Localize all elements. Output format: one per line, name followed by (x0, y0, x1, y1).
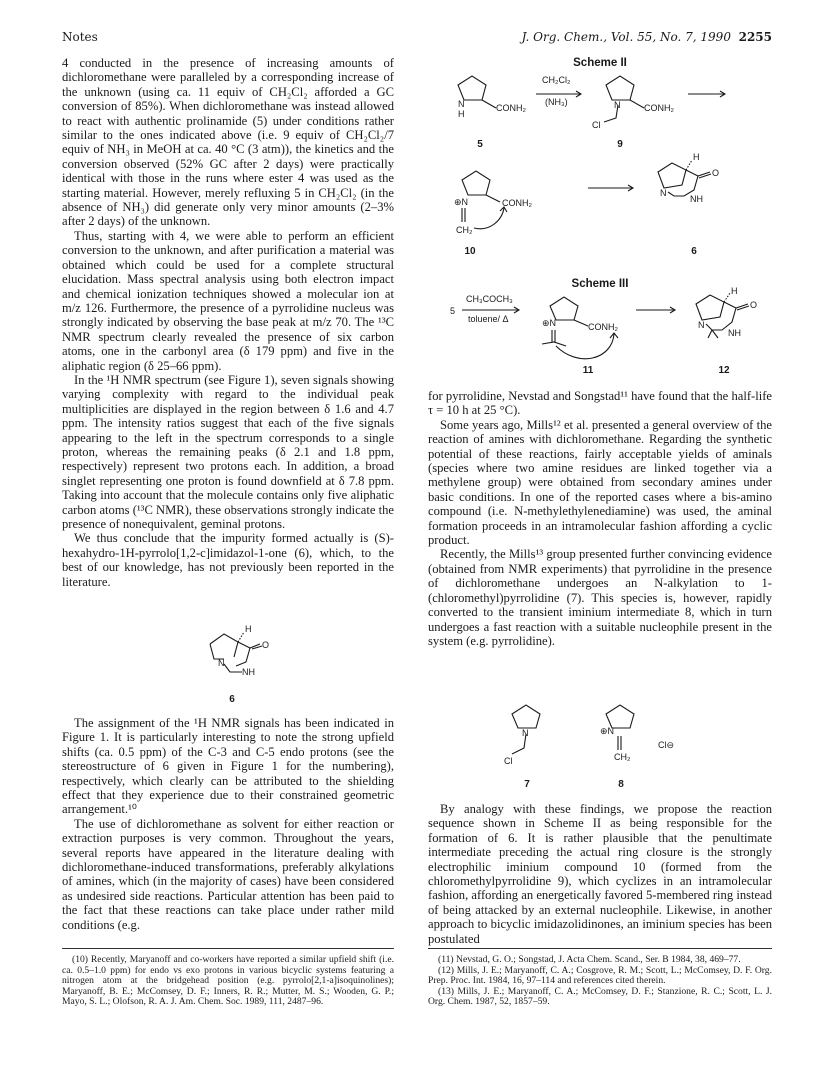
paragraph: We thus conclude that the impurity formed actually is (S)-hexahydro-1H-pyrrolo[1,2-c]imidazol-1-one (6), which, to the best of our knowledge, has not previously been reported in the literature. (62, 531, 394, 589)
atom-conh2: CONH₂ (496, 103, 526, 113)
atom-nplus: ⊕N (454, 197, 469, 207)
reagent-ch2cl2: CH₂Cl₂ (542, 75, 571, 85)
left-column-text (62, 56, 394, 589)
footnotes-left (62, 955, 394, 1008)
atom-conh2: CONH₂ (502, 198, 532, 208)
paragraph: The assignment of the ¹H NMR signals has been indicated in Figure 1. It is particularly interesting to note the strong upfield shifts (ca. 0.5 ppm) of the C-3 and C-5 endo protons (see the stereostructure of 6 given in Figure 1 for the numbering), respectively, which clearly can be attributed to the shielding effect that they experience due to their constrained geometric arrangement.¹⁰ (62, 716, 394, 817)
paragraph: for pyrrolidine, Nevstad and Songstad¹¹ have found that the half-life τ = 10 h at 25 °C). (428, 389, 772, 418)
atom-h: H (731, 286, 738, 296)
footnote-rule (428, 948, 772, 949)
running-head-journal (510, 30, 772, 44)
atom-n: N (698, 320, 705, 330)
atom-n: N (458, 99, 465, 109)
footnote: (12) Mills, J. E.; Maryanoff, C. A.; Cosgrove, R. M.; Scott, L.; McComsey, D. F. Org. Prep. Proc. Int. 1984, 16, 97–114 and references cited therein. (428, 964, 772, 987)
reagent-acetone: CH₃COCH₃ (466, 294, 513, 304)
compound-7-label: 7 (524, 779, 530, 790)
right-column-text (428, 389, 772, 648)
reagent-toluene: toluene/ Δ (468, 314, 509, 324)
paragraph: By analogy with these findings, we propose the reaction sequence shown in Scheme II as being responsible for the formation of 6. It is rather plausible that the penultimate intermediate preceding the actual ring closure is the strongly electrophilic iminium compound 10 (formed from the chloromethylpyrrolidine 9), which cyclizes in an intramolecular fashion, affording an energetically favored 5-membered ring instead of being attacked by an external nucleophile. Likewise, in another approach to bicyclic imidazolidinones, an iminium species has been postulated (428, 802, 772, 946)
footnote-rule (62, 948, 394, 949)
paragraph: The use of dichloromethane as solvent for either reaction or extraction purposes is very common. Throughout the years, several reports have appeared in the literature dealing with dichloromethane-induced transformations, preferably alkylations of amines, which (in the majority of cases) have been considered as undesired side reactions. Particular attention has been paid to the fact that these reactions can take place under rather mild conditions (e.g. (62, 816, 394, 932)
scheme-3-graphic (428, 286, 772, 370)
left-column-text-2 (62, 716, 394, 932)
atom-cl: Cl (592, 120, 601, 130)
compound-8-label: 8 (618, 779, 624, 790)
start-compound: 5 (450, 306, 456, 316)
atom-o: O (712, 168, 720, 178)
page-number: 2255 (738, 30, 772, 44)
right-column-text-2 (428, 802, 772, 946)
footnotes-right (428, 955, 772, 1008)
atom-nh: NH (690, 194, 703, 204)
paragraph: 4 conducted in the presence of increasing amounts of dichloromethane were paralleled by a corresponding increase of the unknown (using ca. 11 equiv of CH₂Cl₂ afforded a GC conversion of 85%). When dichloromethane was instead allowed to react with authentic prolinamide (5) under conditions rather similar to the ones indicated above (i.e. 9 equiv of CH₂Cl₂/7 equiv of NH₃ in MeOH at ca. 40 °C (3 atm)), the kinetics and the conversion observed (52% GC after 2 days) were practically identical with those in the runs where ester 4 was used as the starting material. However, merely refluxing 5 in CH₂Cl₂ (in the absence of NH₃) did generate only very minor amounts (2–3% after 2 days) of the unknown. (62, 56, 394, 229)
atom-n: N (522, 728, 529, 738)
atom-n: N (660, 188, 667, 198)
paragraph: In the ¹H NMR spectrum (see Figure 1), seven signals showing varying complexity with regard to the individual peak multiplicities are displayed in the region between δ 1.6 and 4.7 ppm. The intensity ratios suggest that each of the five signals appearing to the left in the spectrum corresponds to a single proton, whereas the remaining peaks (δ 2.1 and 1.8 ppm, respectively) represent two protons each. In addition, a broad singlet representing one proton is found downfield at δ 7.8 ppm. Taking into account that the molecule contains only five aliphatic carbon atoms (¹³C NMR), these observations strongly indicate the presence of nonequivalent, geminal protons. (62, 372, 394, 531)
compound-6-label-scheme: 6 (691, 246, 697, 257)
footnote: (10) Recently, Maryanoff and co-workers have reported a similar upfield shift (i.e. ca. 0.5–1.0 ppm) for endo vs exo protons in various bicyclic systems featuring a nitrogen atom at the bridgehead position (e.g. pyrrolo[2,1-a]isoquinolines); Maryanoff, B. E.; McComsey, D. F.; Inners, R. R.; Mutter, M. S.; Wooden, G. P.; Mayo, S. L.; Olofson, R. A. J. Am. Chem. Soc. 1989, 111, 2487–96. (62, 954, 394, 1008)
atom-cl: Cl (504, 756, 513, 766)
atom-o: O (262, 640, 270, 650)
scheme-2-graphic (428, 70, 772, 260)
running-head-section: Notes (62, 30, 98, 44)
paragraph: Thus, starting with 4, we were able to perform an efficient conversion to the unknown, and after purification a material was obtained which could be used for a complete structural elucidation. Mass spectral analysis using both electron impact and chemical ionization techniques showed a molecular ion at m/z 126. Furthermore, the presence of a pyrrolidine nucleus was strongly indicated by observing the base peak at m/z 70. The ¹³C NMR spectrum clearly revealed the presence of six carbon atoms, one in the carbonyl area (δ 179 ppm) and five in the aliphatic region (δ 25–66 ppm). (62, 228, 394, 373)
atom-nh: NH (728, 328, 741, 338)
atom-nh: NH (242, 667, 255, 677)
reagent-nh3: (NH₃) (545, 97, 568, 107)
footnote: (13) Mills, J. E.; Maryanoff, C. A.; McComsey, D. F.; Stanzione, R. C.; Scott, L. J. Org. Chem. 1987, 52, 1857–59. (428, 985, 772, 1008)
scheme-2-title: Scheme II (573, 57, 627, 69)
compound-10-label: 10 (464, 246, 476, 257)
atom-h: H (245, 624, 252, 634)
atom-n: N (218, 658, 225, 668)
atom-h: H (693, 152, 700, 162)
compound-9-label: 9 (617, 139, 623, 150)
paragraph: Recently, the Mills¹³ group presented further convincing evidence (obtained from NMR experiments) that pyrrolidine in the presence of dichloromethane undergoes an N-alkylation to 1-(chloromethyl)pyrrolidine (7). This species is, however, rapidly converted to the transient iminium intermediate 8, which in turn undergoes a fast reaction with a suitable nucleophile present in the system (e.g. pyrrolidine). (428, 547, 772, 648)
atom-conh2: CONH₂ (644, 103, 674, 113)
atom-conh2: CONH₂ (588, 322, 618, 332)
scheme-3-title: Scheme III (571, 278, 629, 290)
compound-11-label: 11 (582, 365, 594, 376)
atom-nplus: ⊕N (542, 318, 557, 328)
paragraph: Some years ago, Mills¹² et al. presented a general overview of the reaction of amines with dichloromethane. Regarding the synthetic potential of these reactions, fairly acceptable yields of aminals (species where two amine residues are linked together via a methylene group) were obtained from secondary amines under basic conditions. In one of the reported cases where a bis-amino compound (i.e. N-methylethylenediamine) was used, the aminal formation proceeds in an intramolecular fashion affording a cyclic product. (428, 417, 772, 548)
journal-citation: J. Org. Chem., Vol. 55, No. 7, 1990 (521, 30, 731, 44)
compound-5-label: 5 (477, 139, 483, 150)
atom-h: H (458, 109, 465, 119)
atom-ch2: CH₂ (614, 752, 631, 762)
chloride-ion: Cl⊖ (658, 740, 675, 750)
atom-n: N (614, 100, 621, 110)
compound-12-label: 12 (718, 365, 730, 376)
footnote: (11) Nevstad, G. O.; Songstad, J. Acta Chem. Scand., Ser. B 1984, 38, 469–77. (438, 954, 741, 965)
compound-6-label: 6 (229, 694, 235, 705)
structure-6 (190, 622, 280, 692)
atom-nplus: ⊕N (600, 726, 615, 736)
atom-o: O (750, 300, 758, 310)
atom-ch2: CH₂ (456, 225, 473, 235)
structures-7-8 (490, 700, 720, 790)
